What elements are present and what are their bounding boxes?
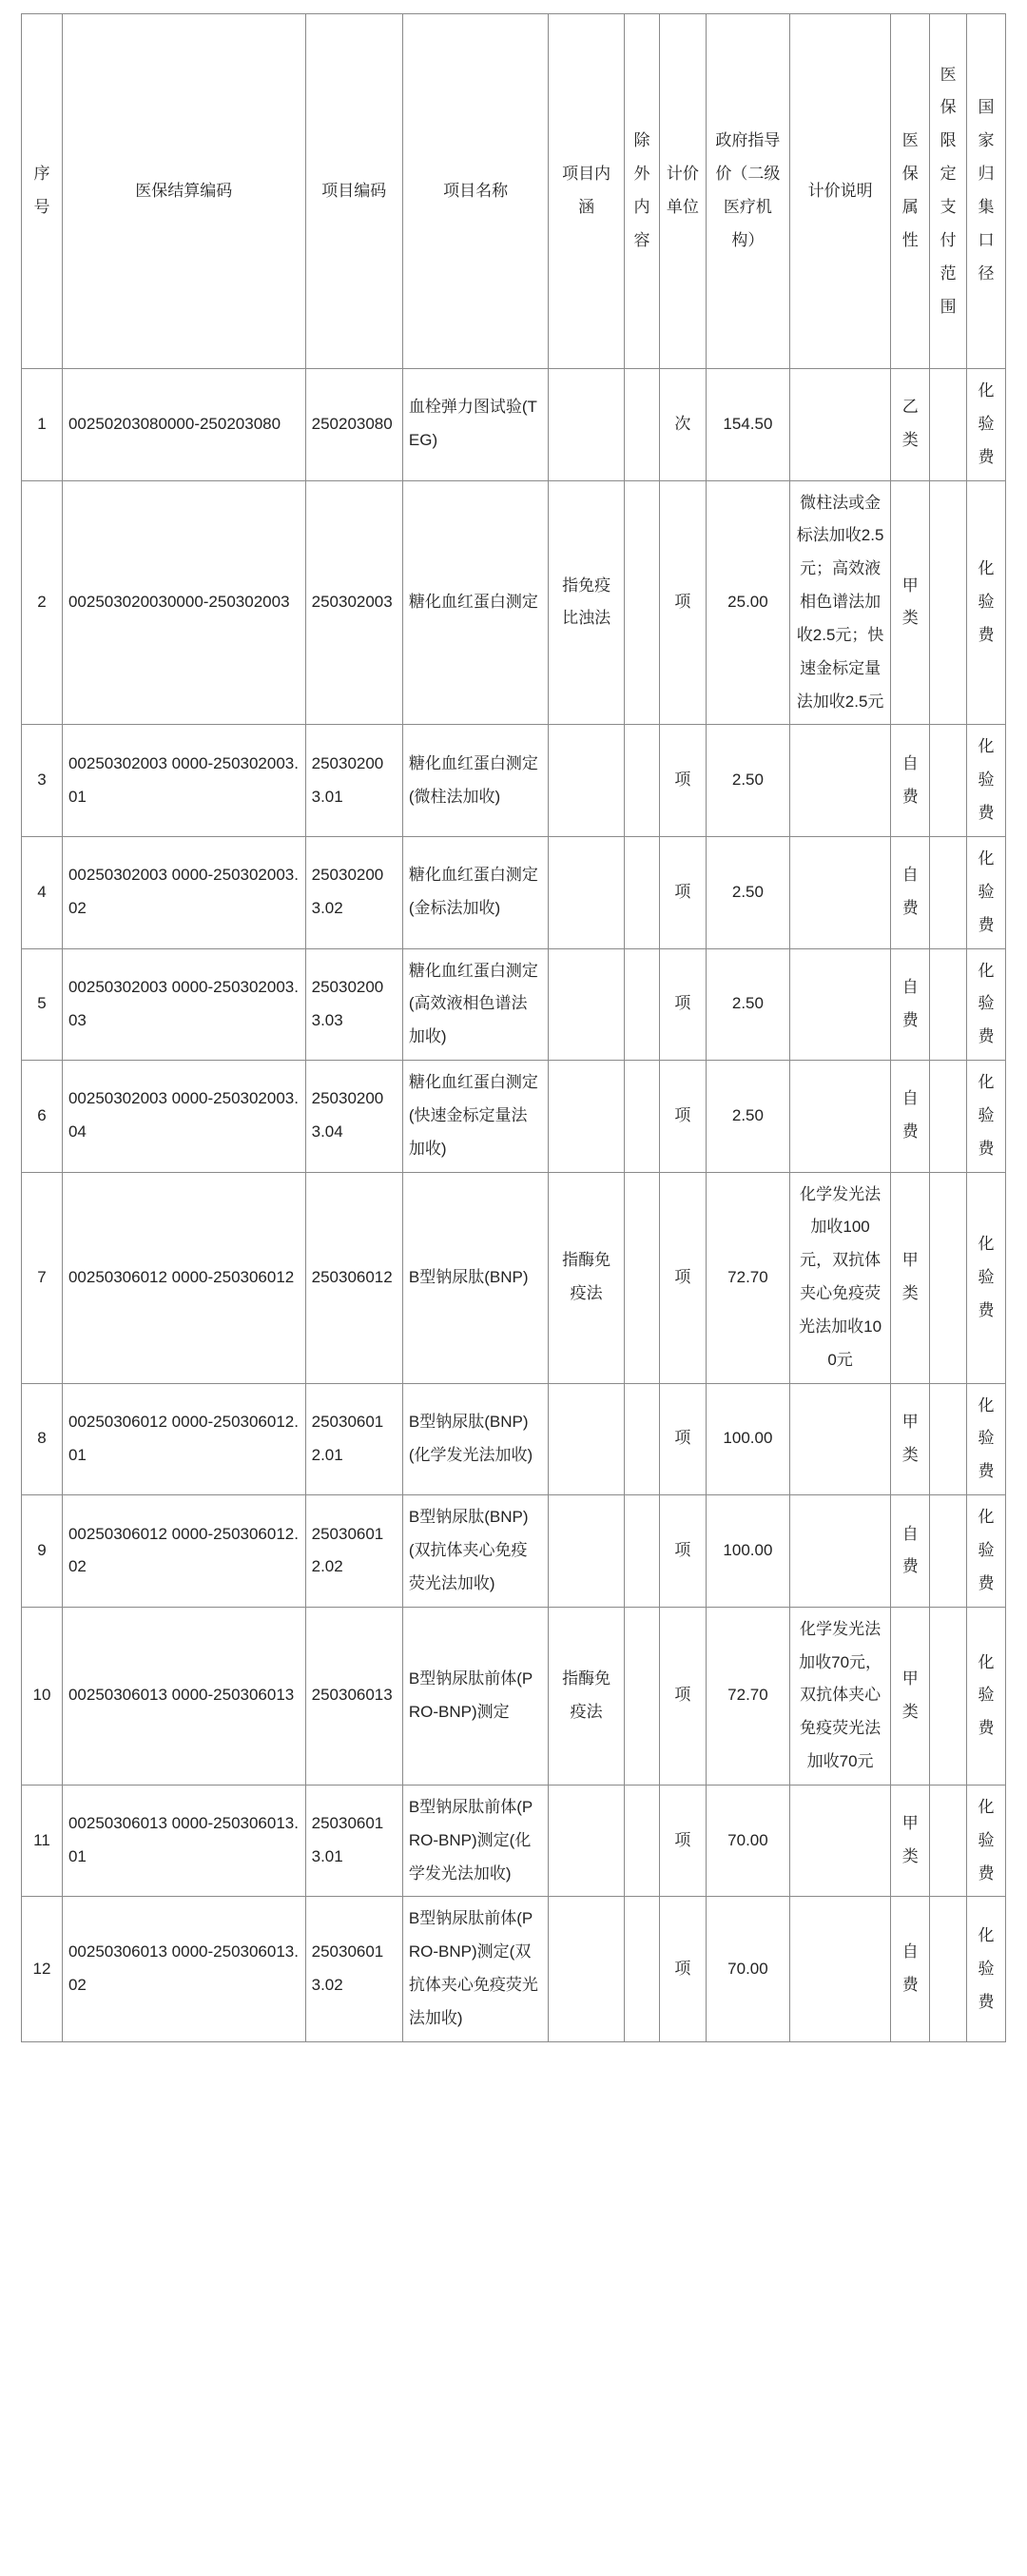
- cell-national-category: 化验费: [967, 480, 1006, 725]
- cell-row-index: 3: [22, 725, 63, 837]
- cell-insurance-attribute: 甲类: [891, 1607, 930, 1785]
- cell-row-index: 4: [22, 836, 63, 948]
- cell-item-code: 250302003: [305, 480, 402, 725]
- cell-exclusions: [625, 1785, 660, 1897]
- cell-exclusions: [625, 1383, 660, 1495]
- cell-exclusions: [625, 1607, 660, 1785]
- cell-item-code: 250306013: [305, 1607, 402, 1785]
- cell-pricing-note: [789, 1897, 890, 2041]
- cell-payment-limit: [930, 369, 967, 481]
- cell-row-index: 10: [22, 1607, 63, 1785]
- cell-insurance-attribute: 甲类: [891, 1785, 930, 1897]
- table-row: [22, 369, 1006, 481]
- cell-item-name: B型钠尿肽前体(PRO-BNP)测定(双抗体夹心免疫荧光法加收): [402, 1897, 548, 2041]
- cell-national-category: 化验费: [967, 1172, 1006, 1383]
- cell-insurance-attribute: 甲类: [891, 1383, 930, 1495]
- cell-government-price: 154.50: [706, 369, 789, 481]
- table-body: [22, 369, 1006, 2042]
- header-row: [22, 14, 1006, 369]
- cell-insurance-attribute: 自费: [891, 836, 930, 948]
- cell-payment-limit: [930, 1495, 967, 1608]
- cell-national-category: 化验费: [967, 369, 1006, 481]
- cell-exclusions: [625, 1897, 660, 2041]
- cell-pricing-unit: 项: [659, 1785, 706, 1897]
- header-payment-limit: 医保限定支付范围: [930, 14, 967, 369]
- cell-row-index: 8: [22, 1383, 63, 1495]
- cell-item-name: B型钠尿肽(BNP)(双抗体夹心免疫荧光法加收): [402, 1495, 548, 1608]
- cell-row-index: 11: [22, 1785, 63, 1897]
- table-row: [22, 1061, 1006, 1173]
- cell-row-index: 1: [22, 369, 63, 481]
- cell-exclusions: [625, 725, 660, 837]
- cell-item-name: 血栓弹力图试验(TEG): [402, 369, 548, 481]
- cell-settlement-code: 00250302003 0000-250302003.03: [62, 948, 305, 1061]
- cell-item-name: 糖化血红蛋白测定(微柱法加收): [402, 725, 548, 837]
- cell-national-category: 化验费: [967, 1607, 1006, 1785]
- cell-pricing-note: [789, 369, 890, 481]
- cell-pricing-note: [789, 1383, 890, 1495]
- cell-pricing-unit: 项: [659, 1383, 706, 1495]
- table-row: [22, 725, 1006, 837]
- cell-item-content: [549, 369, 625, 481]
- cell-pricing-note: 化学发光法加收70元，双抗体夹心免疫荧光法加收70元: [789, 1607, 890, 1785]
- cell-item-code: 250302003.01: [305, 725, 402, 837]
- table-row: [22, 1495, 1006, 1608]
- cell-government-price: 72.70: [706, 1607, 789, 1785]
- cell-national-category: 化验费: [967, 1495, 1006, 1608]
- cell-item-content: 指免疫比浊法: [549, 480, 625, 725]
- cell-item-content: [549, 1061, 625, 1173]
- cell-insurance-attribute: 自费: [891, 1061, 930, 1173]
- cell-pricing-unit: 项: [659, 480, 706, 725]
- cell-settlement-code: 00250302003 0000-250302003.01: [62, 725, 305, 837]
- cell-national-category: 化验费: [967, 1383, 1006, 1495]
- cell-pricing-unit: 项: [659, 948, 706, 1061]
- cell-pricing-unit: 项: [659, 725, 706, 837]
- cell-settlement-code: 00250306012 0000-250306012.01: [62, 1383, 305, 1495]
- table-row: [22, 1785, 1006, 1897]
- cell-pricing-note: 化学发光法加收100元，双抗体夹心免疫荧光法加收100元: [789, 1172, 890, 1383]
- cell-row-index: 6: [22, 1061, 63, 1173]
- header-government-price: 政府指导价（二级医疗机构）: [706, 14, 789, 369]
- cell-pricing-unit: 项: [659, 1495, 706, 1608]
- cell-row-index: 9: [22, 1495, 63, 1608]
- cell-item-code: 250306012.02: [305, 1495, 402, 1608]
- cell-government-price: 70.00: [706, 1897, 789, 2041]
- cell-settlement-code: 00250306013 0000-250306013: [62, 1607, 305, 1785]
- cell-national-category: 化验费: [967, 725, 1006, 837]
- cell-item-name: 糖化血红蛋白测定(高效液相色谱法加收): [402, 948, 548, 1061]
- cell-insurance-attribute: 自费: [891, 948, 930, 1061]
- cell-government-price: 2.50: [706, 725, 789, 837]
- cell-settlement-code: 00250306013 0000-250306013.02: [62, 1897, 305, 2041]
- cell-payment-limit: [930, 1383, 967, 1495]
- cell-settlement-code: 00250306013 0000-250306013.01: [62, 1785, 305, 1897]
- header-index: 序号: [22, 14, 63, 369]
- header-unit: 计价单位: [659, 14, 706, 369]
- cell-item-name: B型钠尿肽(BNP)(化学发光法加收): [402, 1383, 548, 1495]
- cell-government-price: 2.50: [706, 948, 789, 1061]
- cell-item-content: [549, 1785, 625, 1897]
- cell-exclusions: [625, 1061, 660, 1173]
- cell-government-price: 2.50: [706, 836, 789, 948]
- cell-pricing-unit: 项: [659, 1172, 706, 1383]
- table-row: [22, 1383, 1006, 1495]
- cell-item-content: [549, 1495, 625, 1608]
- cell-pricing-note: [789, 725, 890, 837]
- cell-row-index: 5: [22, 948, 63, 1061]
- cell-insurance-attribute: 自费: [891, 725, 930, 837]
- cell-row-index: 12: [22, 1897, 63, 2041]
- cell-exclusions: [625, 1495, 660, 1608]
- cell-item-code: 250306013.01: [305, 1785, 402, 1897]
- cell-settlement-code: 00250203080000-250203080: [62, 369, 305, 481]
- cell-insurance-attribute: 乙类: [891, 369, 930, 481]
- table-row: [22, 948, 1006, 1061]
- cell-insurance-attribute: 甲类: [891, 480, 930, 725]
- cell-national-category: 化验费: [967, 1061, 1006, 1173]
- cell-pricing-unit: 次: [659, 369, 706, 481]
- cell-payment-limit: [930, 1897, 967, 2041]
- cell-government-price: 25.00: [706, 480, 789, 725]
- cell-national-category: 化验费: [967, 836, 1006, 948]
- cell-item-name: 糖化血红蛋白测定: [402, 480, 548, 725]
- cell-insurance-attribute: 甲类: [891, 1172, 930, 1383]
- table-row: [22, 480, 1006, 725]
- cell-item-content: [549, 1383, 625, 1495]
- cell-item-code: 250203080: [305, 369, 402, 481]
- cell-item-content: [549, 948, 625, 1061]
- cell-settlement-code: 002503020030000-250302003: [62, 480, 305, 725]
- cell-government-price: 2.50: [706, 1061, 789, 1173]
- cell-settlement-code: 00250306012 0000-250306012.02: [62, 1495, 305, 1608]
- cell-item-content: [549, 1897, 625, 2041]
- cell-item-name: 糖化血红蛋白测定(快速金标定量法加收): [402, 1061, 548, 1173]
- cell-item-code: 250302003.02: [305, 836, 402, 948]
- cell-item-code: 250302003.03: [305, 948, 402, 1061]
- cell-item-name: B型钠尿肽(BNP): [402, 1172, 548, 1383]
- header-national-category: 国家归集口径: [967, 14, 1006, 369]
- cell-settlement-code: 00250302003 0000-250302003.02: [62, 836, 305, 948]
- medical-price-table: [21, 13, 1006, 2042]
- cell-exclusions: [625, 948, 660, 1061]
- header-pricing-note: 计价说明: [789, 14, 890, 369]
- table-row: [22, 1172, 1006, 1383]
- cell-exclusions: [625, 480, 660, 725]
- cell-settlement-code: 00250306012 0000-250306012: [62, 1172, 305, 1383]
- cell-item-code: 250302003.04: [305, 1061, 402, 1173]
- table-row: [22, 1607, 1006, 1785]
- cell-item-code: 250306012.01: [305, 1383, 402, 1495]
- header-exclusions: 除外内容: [625, 14, 660, 369]
- cell-item-name: B型钠尿肽前体(PRO-BNP)测定(化学发光法加收): [402, 1785, 548, 1897]
- cell-government-price: 72.70: [706, 1172, 789, 1383]
- cell-item-content: [549, 836, 625, 948]
- cell-payment-limit: [930, 1607, 967, 1785]
- header-content: 项目内涵: [549, 14, 625, 369]
- table-row: [22, 836, 1006, 948]
- cell-exclusions: [625, 369, 660, 481]
- cell-payment-limit: [930, 1785, 967, 1897]
- cell-pricing-note: [789, 948, 890, 1061]
- header-item-code: 项目编码: [305, 14, 402, 369]
- table-row: [22, 1897, 1006, 2041]
- cell-government-price: 100.00: [706, 1383, 789, 1495]
- cell-payment-limit: [930, 836, 967, 948]
- cell-settlement-code: 00250302003 0000-250302003.04: [62, 1061, 305, 1173]
- cell-payment-limit: [930, 1061, 967, 1173]
- cell-pricing-note: 微柱法或金标法加收2.5元；高效液相色谱法加收2.5元；快速金标定量法加收2.5元: [789, 480, 890, 725]
- header-insurance-attribute: 医保属性: [891, 14, 930, 369]
- cell-item-content: [549, 725, 625, 837]
- cell-pricing-unit: 项: [659, 1607, 706, 1785]
- cell-payment-limit: [930, 480, 967, 725]
- cell-pricing-unit: 项: [659, 1061, 706, 1173]
- header-item-name: 项目名称: [402, 14, 548, 369]
- cell-national-category: 化验费: [967, 1897, 1006, 2041]
- cell-item-content: 指酶免疫法: [549, 1607, 625, 1785]
- cell-payment-limit: [930, 725, 967, 837]
- header-settlement-code: 医保结算编码: [62, 14, 305, 369]
- cell-row-index: 7: [22, 1172, 63, 1383]
- cell-item-code: 250306013.02: [305, 1897, 402, 2041]
- cell-item-name: 糖化血红蛋白测定(金标法加收): [402, 836, 548, 948]
- cell-pricing-note: [789, 1061, 890, 1173]
- cell-pricing-unit: 项: [659, 836, 706, 948]
- cell-pricing-note: [789, 1495, 890, 1608]
- cell-national-category: 化验费: [967, 948, 1006, 1061]
- cell-insurance-attribute: 自费: [891, 1495, 930, 1608]
- cell-item-code: 250306012: [305, 1172, 402, 1383]
- cell-exclusions: [625, 836, 660, 948]
- cell-pricing-note: [789, 1785, 890, 1897]
- cell-item-content: 指酶免疫法: [549, 1172, 625, 1383]
- cell-government-price: 70.00: [706, 1785, 789, 1897]
- cell-payment-limit: [930, 948, 967, 1061]
- cell-pricing-note: [789, 836, 890, 948]
- cell-payment-limit: [930, 1172, 967, 1383]
- cell-government-price: 100.00: [706, 1495, 789, 1608]
- cell-item-name: B型钠尿肽前体(PRO-BNP)测定: [402, 1607, 548, 1785]
- cell-national-category: 化验费: [967, 1785, 1006, 1897]
- table-header: [22, 14, 1006, 369]
- cell-insurance-attribute: 自费: [891, 1897, 930, 2041]
- cell-pricing-unit: 项: [659, 1897, 706, 2041]
- cell-row-index: 2: [22, 480, 63, 725]
- cell-exclusions: [625, 1172, 660, 1383]
